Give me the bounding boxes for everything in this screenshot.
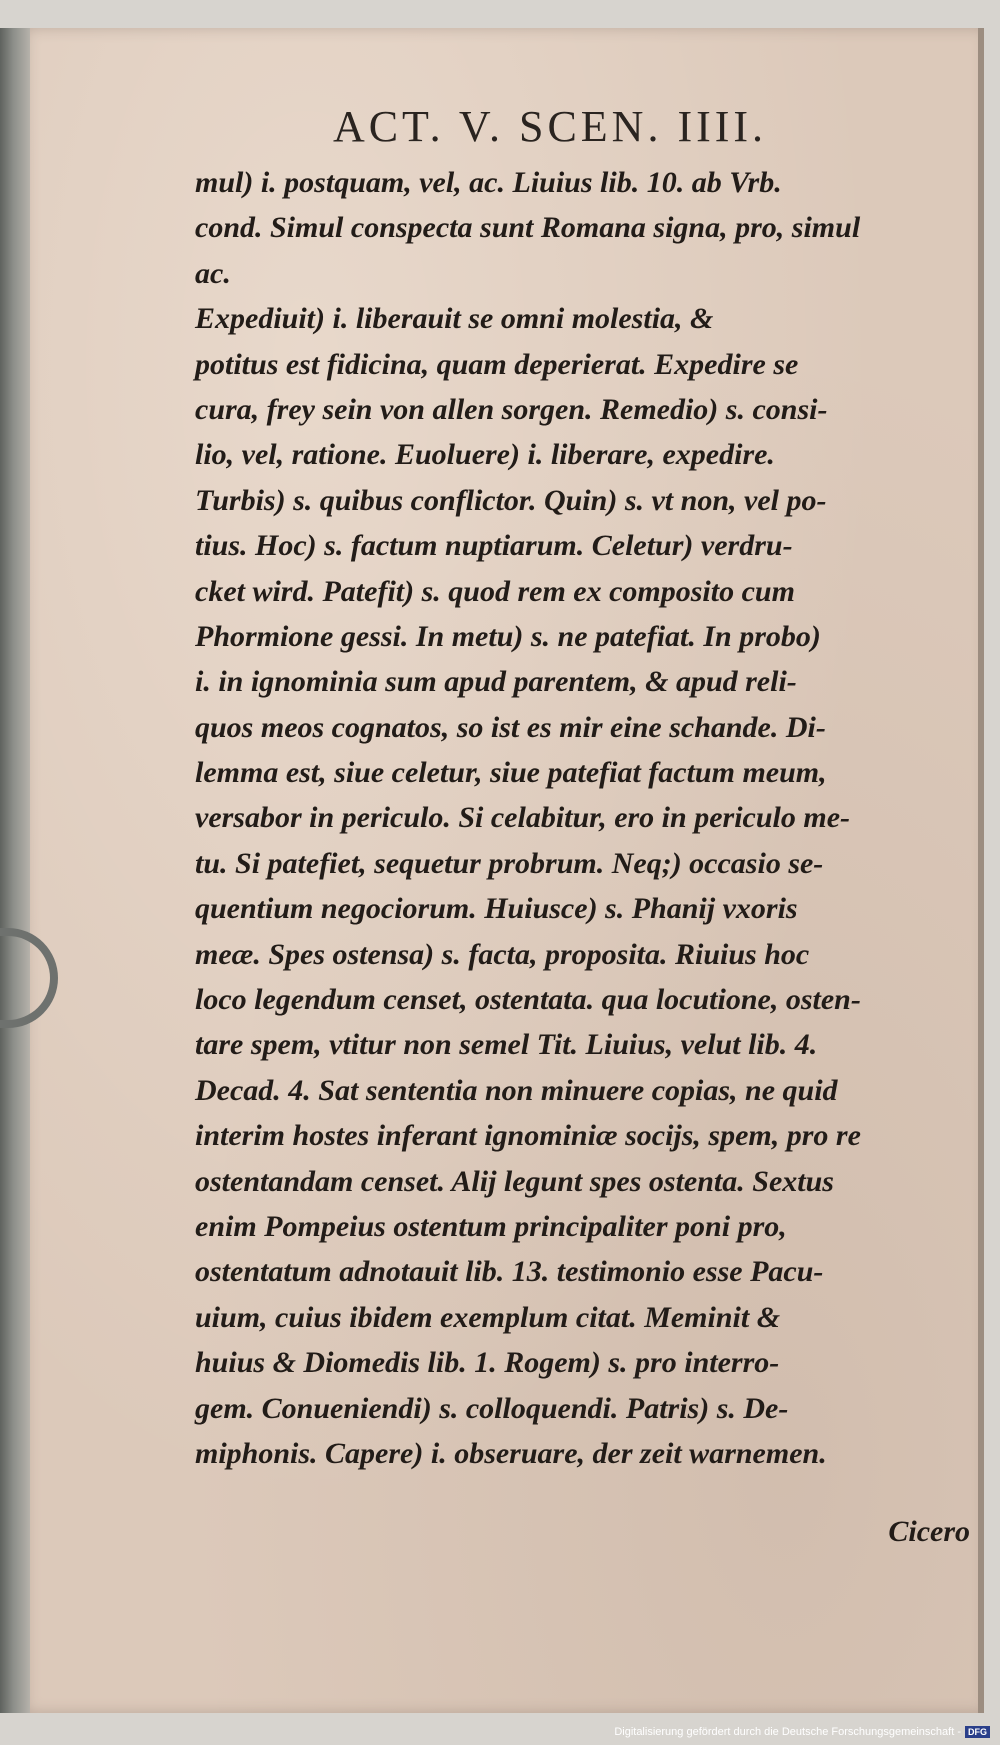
catchword: Cicero [888, 1515, 970, 1548]
text-line: Turbis) s. quibus conflictor. Quin) s. vt non, vel po- [195, 483, 827, 517]
text-line: ostentandam censet. Alij legunt spes ostenta. Sextus [195, 1164, 834, 1198]
page-block-edge [0, 28, 30, 1713]
text-line: quos meos cognatos, so ist es mir eine schande. Di- [195, 710, 826, 744]
digitization-credit [614, 1721, 990, 1743]
text-line: uium, cuius ibidem exemplum citat. Meminit & [195, 1300, 781, 1334]
text-line: lio, vel, ratione. Euoluere) i. liberare, expedire. [195, 438, 775, 472]
text-line: cket wird. Patefit) s. quod rem ex composito cum [195, 574, 795, 608]
text-line: interim hostes inferant ignominiæ socijs, spem, pro re [195, 1119, 861, 1153]
text-line: Phormione gessi. In metu) s. ne patefiat. In probo) [195, 619, 821, 653]
text-line: cura, frey sein von allen sorgen. Remedio) s. consi- [195, 392, 828, 426]
text-line: huius & Diomedis lib. 1. Rogem) s. pro interro- [195, 1346, 780, 1380]
text-line: ac. [195, 256, 231, 290]
text-line: i. in ignominia sum apud parentem, & apud reli- [195, 665, 797, 699]
text-line: Decad. 4. Sat sententia non minuere copias, ne quid [195, 1073, 838, 1107]
dfg-logo-icon: DFG [965, 1726, 990, 1738]
credit-text: Digitalisierung gefördert durch die Deutsche Forschungsgemeinschaft - [614, 1726, 961, 1738]
text-line: loco legendum censet, ostentata. qua locutione, osten- [195, 983, 861, 1017]
text-line: tius. Hoc) s. factum nuptiarum. Celetur) verdru- [195, 529, 793, 563]
text-line: ostentatum adnotauit lib. 13. testimonio esse Pacu- [195, 1255, 824, 1289]
text-line: miphonis. Capere) i. obseruare, der zeit warnemen. [195, 1436, 827, 1470]
text-line: versabor in periculo. Si celabitur, ero in periculo me- [195, 801, 851, 835]
text-line: Expediuit) i. liberauit se omni molestia, & [195, 302, 714, 336]
text-line: meæ. Spes ostensa) s. facta, proposita. Riuius hoc [195, 937, 810, 971]
text-line: tare spem, vtitur non semel Tit. Liuius, velut lib. 4. [195, 1028, 818, 1062]
text-line: tu. Si patefiet, sequetur probrum. Neq;) occasio se- [195, 846, 824, 880]
running-head: ACT. V. SCEN. IIII. [332, 102, 768, 151]
text-line: quentium negociorum. Huiusce) s. Phanij vxoris [195, 892, 798, 926]
text-line: potitus est fidicina, quam deperierat. Expedire se [195, 347, 799, 381]
text-line: lemma est, siue celetur, siue patefiat factum meum, [195, 756, 827, 790]
text-line: mul) i. postquam, vel, ac. Liuius lib. 10. ab Vrb. [195, 166, 782, 199]
text-line: cond. Simul conspecta sunt Romana signa, pro, simul [195, 211, 861, 245]
text-line: gem. Conueniendi) s. colloquendi. Patris) s. De- [195, 1391, 789, 1425]
commentary-text [195, 160, 980, 1476]
text-line: enim Pompeius ostentum principaliter poni pro, [195, 1209, 787, 1243]
